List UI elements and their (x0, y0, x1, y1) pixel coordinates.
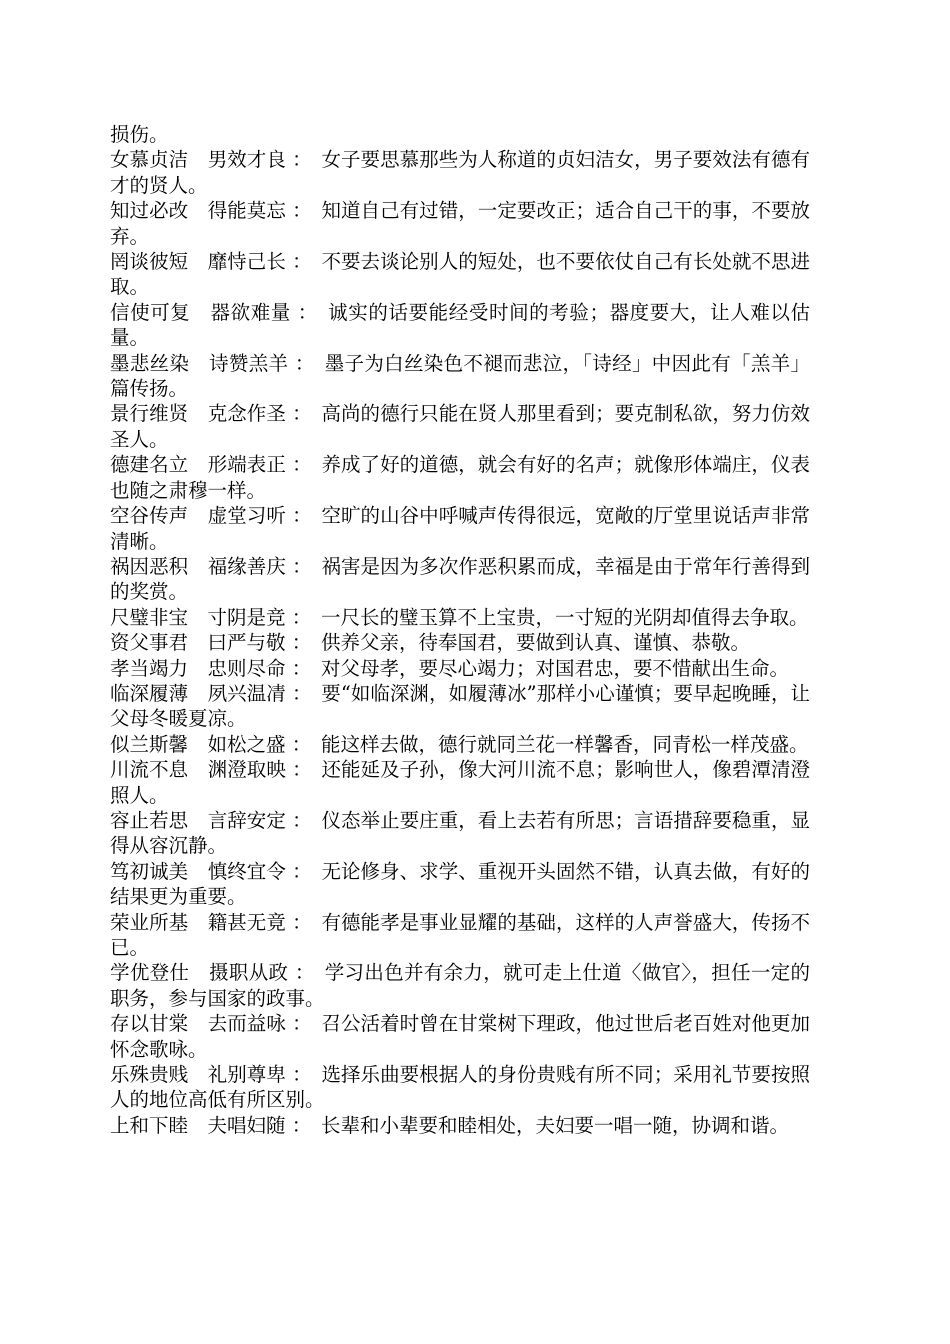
paragraph: 罔谈彼短 靡恃己长 ： 不要去谈论别人的短处，也不要依仗自己有长处就不思进取。 (110, 250, 810, 299)
paragraph: 女慕贞洁 男效才良 ： 女子要思慕那些为人称道的贞妇洁女，男子要效法有德有才的贤人。 (110, 148, 810, 197)
paragraph: 荣业所基 籍甚无竟 ： 有德能孝是事业显耀的基础，这样的人声誉盛大，传扬不已。 (110, 910, 810, 959)
paragraph: 孝当竭力 忠则尽命 ： 对父母孝，要尽心竭力；对国君忠，要不惜献出生命。 (110, 656, 789, 680)
paragraph: 存以甘棠 去而益咏 ： 召公活着时曾在甘棠树下理政，他过世后老百姓对他更加怀念歌咏。 (110, 1012, 810, 1061)
document-body (110, 122, 810, 1138)
paragraph: 乐殊贵贱 礼别尊卑 ： 选择乐曲要根据人的身份贵贱有所不同；采用礼节要按照人的地位高低有所区别。 (110, 1063, 810, 1112)
paragraph: 资父事君 曰严与敬 ： 供养父亲，待奉国君，要做到认真、谨慎、恭敬。 (110, 631, 750, 655)
paragraph: 笃初诚美 慎终宜令 ： 无论修身、求学、重视开头固然不错，认真去做，有好的结果更为重要。 (110, 859, 810, 909)
paragraph: 尺璧非宝 寸阴是竞 ： 一尺长的璧玉算不上宝贵，一寸短的光阴却值得去争取。 (110, 605, 809, 629)
paragraph: 临深履薄 夙兴温凊 ： 要“如临深渊，如履薄冰”那样小心谨慎；要早起晚睡，让父母冬暖夏凉。 (110, 681, 810, 731)
paragraph: 容止若思 言辞安定 ： 仪态举止要庄重，看上去若有所思；言语措辞要稳重，显得从容沉静。 (110, 808, 810, 858)
paragraph: 学优登仕 摄职从政 ： 学习出色并有余力，就可走上仕道〈做官〉，担任一定的职务，参与国家的政事。 (110, 961, 810, 1010)
paragraph: 川流不息 渊澄取映 ： 还能延及子孙，像大河川流不息；影响世人，像碧潭清澄照人。 (110, 758, 810, 807)
paragraph: 损伤。 (110, 123, 169, 146)
paragraph: 信使可复 器欲难量 ： 诚实的话要能经受时间的考验；器度要大，让人难以估量。 (110, 300, 810, 350)
paragraph: 景行维贤 克念作圣 ： 高尚的德行只能在贤人那里看到；要克制私欲，努力仿效圣人。 (110, 402, 810, 451)
paragraph: 似兰斯馨 如松之盛 ： 能这样去做，德行就同兰花一样馨香，同青松一样茂盛。 (110, 732, 809, 756)
paragraph: 上和下睦 夫唱妇随 ： 长辈和小辈要和睦相处，夫妇要一唱一随，协调和谐。 (110, 1113, 789, 1137)
paragraph: 空谷传声 虚堂习听 ： 空旷的山谷中呼喊声传得很远，宽敞的厅堂里说话声非常清晰。 (110, 504, 810, 553)
paragraph: 墨悲丝染 诗赞羔羊 ： 墨子为白丝染色不褪而悲泣，「诗经」中因此有「羔羊」篇传扬。 (110, 351, 810, 401)
paragraph: 祸因恶积 福缘善庆 ： 祸害是因为多次作恶积累而成，幸福是由于常年行善得到的奖赏。 (110, 554, 810, 604)
paragraph: 德建名立 形端表正 ： 养成了好的道德，就会有好的名声；就像形体端庄，仪表也随之肃穆一样。 (110, 453, 810, 502)
paragraph: 知过必改 得能莫忘 ： 知道自己有过错，一定要改正；适合自己干的事，不要放弃。 (110, 199, 810, 248)
